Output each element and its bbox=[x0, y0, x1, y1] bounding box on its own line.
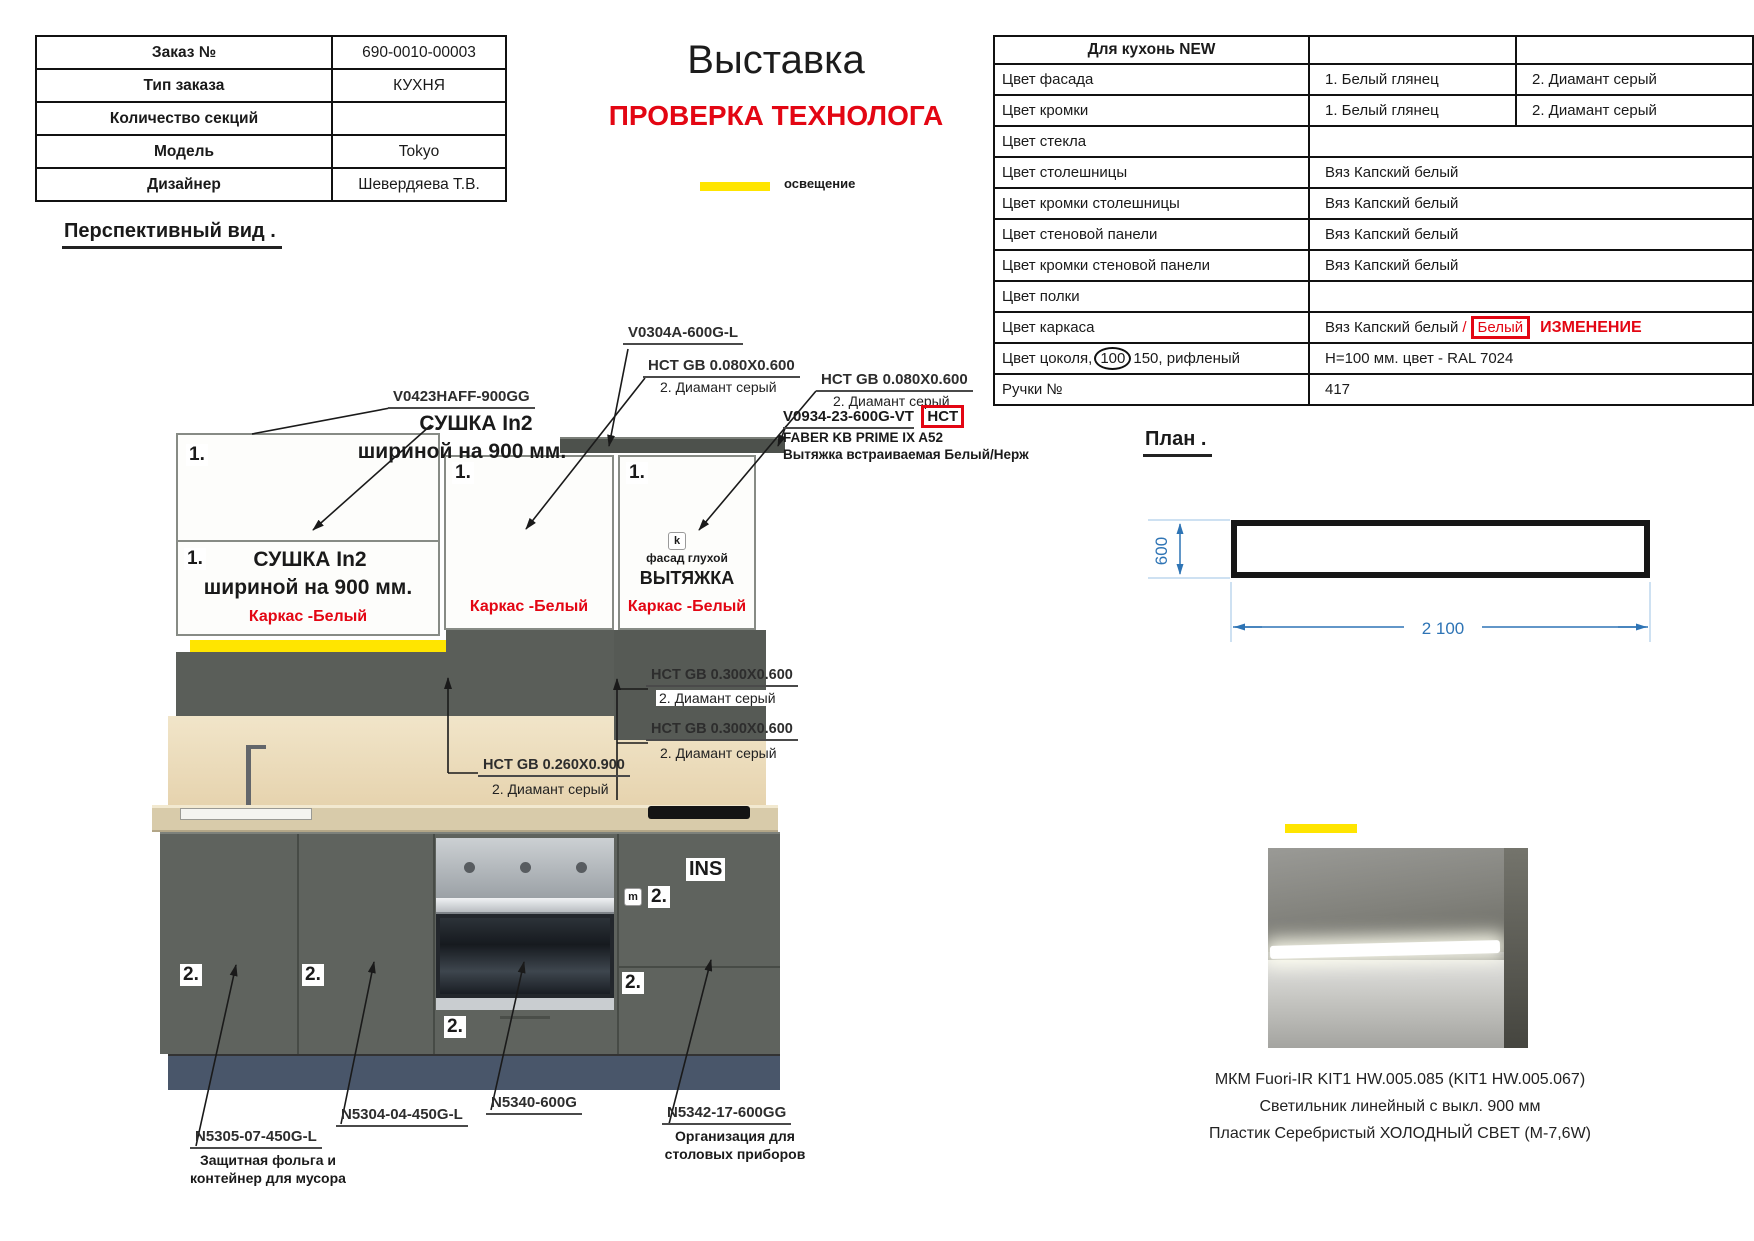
carcass-value-text: Вяз Капский белый bbox=[1325, 319, 1459, 336]
callout-hct-080-a: HCT GB 0.080X0.600 bbox=[643, 357, 800, 378]
order-value: КУХНЯ bbox=[332, 69, 506, 102]
kitchen-spec-table bbox=[993, 35, 1754, 406]
door-gap bbox=[617, 834, 619, 1054]
callout-hct-080-a-color: 2. Диамант серый bbox=[660, 379, 777, 395]
section-number: 1. bbox=[452, 462, 474, 484]
spec-value: Вяз Капский белый bbox=[1309, 188, 1753, 219]
drawer-handle bbox=[500, 1016, 550, 1019]
callout-v0934-code: V0934-23-600G-VT bbox=[783, 408, 914, 429]
order-label: Количество секций bbox=[36, 102, 332, 135]
table-row bbox=[994, 374, 1753, 405]
order-label: Заказ № bbox=[36, 36, 332, 69]
dim-2100: 2 100 bbox=[1421, 619, 1465, 638]
oven-handle bbox=[436, 898, 614, 914]
callout-n5340: N5340-600G bbox=[486, 1094, 582, 1115]
page-subtitle: ПРОВЕРКА ТЕХНОЛОГА bbox=[608, 100, 944, 131]
wall-panel-left bbox=[176, 652, 446, 716]
plinth-label-text: Цвет цоколя, bbox=[1002, 350, 1093, 367]
hct-red-box: HCT bbox=[921, 405, 964, 428]
section-number: 2. bbox=[622, 972, 644, 994]
spec-value: H=100 мм. цвет - RAL 7024 bbox=[1309, 343, 1753, 374]
callout-hct-300-1: HCT GB 0.300X0.600 bbox=[646, 667, 798, 687]
faucet-spout bbox=[246, 745, 266, 749]
top-rail-panel bbox=[560, 437, 785, 453]
spec-value: Вяз Капский белый bbox=[1309, 157, 1753, 188]
spec-label: Цвет полки bbox=[994, 281, 1309, 312]
spec-label: Цвет столешницы bbox=[994, 157, 1309, 188]
table-row bbox=[994, 157, 1753, 188]
oven-control-panel bbox=[436, 838, 614, 898]
section-number: 2. bbox=[180, 964, 202, 986]
spec-value: 2. Диамант серый bbox=[1516, 64, 1753, 95]
section-number: 1. bbox=[626, 462, 648, 484]
lighting-strip bbox=[190, 640, 446, 652]
table-row bbox=[994, 64, 1753, 95]
lamp-photo-cabinet bbox=[1268, 848, 1528, 952]
cabinet-divider bbox=[178, 540, 438, 542]
oven-knob bbox=[464, 862, 475, 873]
lamp-caption-line2: Светильник линейный с выкл. 900 мм bbox=[1259, 1098, 1541, 1115]
m-badge: m bbox=[624, 888, 642, 906]
door-gap bbox=[297, 834, 299, 1054]
table-row bbox=[36, 36, 506, 69]
order-label: Модель bbox=[36, 135, 332, 168]
order-value: 690-0010-00003 bbox=[332, 36, 506, 69]
table-row bbox=[994, 95, 1753, 126]
wall-panel-middle bbox=[446, 630, 614, 716]
table-row bbox=[994, 281, 1753, 312]
spec-label: Цвет кромки столешницы bbox=[994, 188, 1309, 219]
spec-value: 417 bbox=[1309, 374, 1753, 405]
callout-hct-260-color: 2. Диамант серый bbox=[492, 781, 609, 797]
ins-label: INS bbox=[686, 858, 725, 881]
oven-bottom-trim bbox=[436, 998, 614, 1010]
carcass-white-label: Каркас -Белый bbox=[627, 598, 747, 615]
callout-v0934 bbox=[783, 408, 964, 426]
section-number: 1. bbox=[186, 444, 208, 466]
callout-n5342: N5342-17-600GG bbox=[662, 1104, 791, 1125]
callout-n5305: N5305-07-450G-L bbox=[190, 1128, 322, 1149]
callout-n5342-desc1: Организация для bbox=[675, 1128, 795, 1144]
spec-label: Цвет стеновой панели bbox=[994, 219, 1309, 250]
table-row bbox=[36, 135, 506, 168]
section-number: 1. bbox=[184, 548, 206, 570]
carcass-white-label: Каркас -Белый bbox=[469, 598, 589, 615]
plan-heading: План . bbox=[1143, 428, 1212, 457]
lamp-photo bbox=[1268, 848, 1528, 1048]
plinth bbox=[168, 1054, 780, 1090]
lamp-caption-line1: МКМ Fuori-IR KIT1 HW.005.085 (KIT1 HW.005.067) bbox=[1214, 1071, 1586, 1088]
table-row bbox=[994, 250, 1753, 281]
oven-knob bbox=[520, 862, 531, 873]
sushka-label-line1: СУШКА In2 bbox=[253, 548, 367, 571]
leader-line bbox=[609, 349, 628, 446]
table-row bbox=[36, 69, 506, 102]
order-label: Дизайнер bbox=[36, 168, 332, 201]
spec-value bbox=[1309, 281, 1753, 312]
callout-n5305-desc1: Защитная фольга и bbox=[199, 1152, 336, 1168]
callout-hct-300-2-color: 2. Диамант серый bbox=[660, 745, 777, 761]
door-gap bbox=[433, 834, 435, 1054]
spec-header-empty bbox=[1516, 36, 1753, 64]
spec-label: Цвет кромки bbox=[994, 95, 1309, 126]
callout-hct-260: HCT GB 0.260X0.900 bbox=[478, 757, 630, 777]
page-title: Выставка bbox=[687, 38, 865, 82]
table-row bbox=[36, 102, 506, 135]
callout-v0304a: V0304A-600G-L bbox=[623, 324, 743, 345]
oven-knob bbox=[576, 862, 587, 873]
change-note: ИЗМЕНЕНИЕ bbox=[1540, 319, 1642, 336]
drawer-gap bbox=[619, 966, 780, 968]
carcass-white-label: Каркас -Белый bbox=[248, 608, 368, 625]
callout-n5342-desc2: столовых приборов bbox=[664, 1146, 806, 1162]
order-value: Шевердяева Т.В. bbox=[332, 168, 506, 201]
spec-label: Цвет стекла bbox=[994, 126, 1309, 157]
table-row bbox=[994, 312, 1753, 343]
callout-n5304: N5304-04-450G-L bbox=[336, 1106, 468, 1127]
callout-hct-300-2: HCT GB 0.300X0.600 bbox=[646, 721, 798, 741]
order-label: Тип заказа bbox=[36, 69, 332, 102]
plinth-label-text: 150, рифленый bbox=[1133, 350, 1241, 367]
table-row bbox=[994, 36, 1753, 64]
faucet bbox=[246, 745, 251, 807]
cooktop bbox=[648, 806, 750, 819]
spec-label: Ручки № bbox=[994, 374, 1309, 405]
spec-value: Вяз Капский белый bbox=[1309, 250, 1753, 281]
spec-table-title: Для кухонь NEW bbox=[994, 36, 1309, 64]
hood-label: ВЫТЯЖКА bbox=[639, 568, 735, 588]
lamp-photo-side bbox=[1504, 848, 1528, 1048]
oven-door-glass bbox=[436, 914, 614, 998]
section-number: 2. bbox=[444, 1016, 466, 1038]
leader-line bbox=[252, 408, 390, 434]
spec-value: Вяз Капский белый bbox=[1309, 219, 1753, 250]
callout-hct-080-b-color: 2. Диамант серый bbox=[833, 393, 950, 409]
spec-label: Цвет каркаса bbox=[994, 312, 1309, 343]
spec-value: 1. Белый глянец bbox=[1309, 64, 1516, 95]
callout-v0423: V0423HAFF-900GG bbox=[388, 388, 535, 409]
spec-value-carcass bbox=[1309, 312, 1753, 343]
circled-100: 100 bbox=[1094, 347, 1131, 370]
red-slash: / bbox=[1462, 319, 1467, 336]
order-value: Tokyo bbox=[332, 135, 506, 168]
spec-label: Цвет фасада bbox=[994, 64, 1309, 95]
spec-value bbox=[1309, 126, 1753, 157]
callout-sushka-line1: СУШКА In2 bbox=[419, 412, 533, 435]
blind-facade-label: фасад глухой bbox=[646, 551, 728, 565]
lighting-mark bbox=[1285, 824, 1357, 833]
callout-hct-080-b: HCT GB 0.080X0.600 bbox=[816, 371, 973, 392]
changed-value-box: Белый bbox=[1471, 316, 1531, 339]
table-row bbox=[994, 126, 1753, 157]
perspective-heading: Перспективный вид . bbox=[62, 220, 282, 249]
oven bbox=[436, 838, 614, 1010]
lamp-photo-wall bbox=[1268, 958, 1528, 1048]
lamp-caption bbox=[1155, 1066, 1645, 1147]
lamp-caption-line3: Пластик Серебристый ХОЛОДНЫЙ СВЕТ (M-7,6W) bbox=[1209, 1125, 1591, 1142]
spec-label-plinth bbox=[994, 343, 1309, 374]
section-number: 2. bbox=[648, 886, 670, 908]
lighting-legend-label: освещение bbox=[784, 176, 856, 191]
table-row bbox=[994, 188, 1753, 219]
spec-header-empty bbox=[1309, 36, 1516, 64]
dim-600: 600 bbox=[1152, 536, 1171, 566]
lighting-legend-swatch bbox=[700, 182, 770, 191]
spec-value: 2. Диамант серый bbox=[1516, 95, 1753, 126]
order-value bbox=[332, 102, 506, 135]
callout-n5305-desc2: контейнер для мусора bbox=[190, 1170, 346, 1186]
callout-hood-desc: Вытяжка встраиваемая Белый/Нерж bbox=[783, 447, 1029, 462]
table-row bbox=[994, 343, 1753, 374]
sushka-label-line2: шириной на 900 мм. bbox=[203, 576, 413, 599]
spec-label: Цвет кромки стеновой панели bbox=[994, 250, 1309, 281]
plan-rectangle bbox=[1231, 520, 1650, 578]
sink bbox=[180, 808, 312, 820]
k-badge: k bbox=[668, 532, 686, 550]
order-info-table bbox=[35, 35, 507, 202]
spec-value: 1. Белый глянец bbox=[1309, 95, 1516, 126]
table-row bbox=[36, 168, 506, 201]
table-row bbox=[994, 219, 1753, 250]
section-number: 2. bbox=[302, 964, 324, 986]
callout-sushka-line2: шириной на 900 мм. bbox=[357, 440, 567, 463]
callout-faber: FABER KB PRIME IX A52 bbox=[783, 430, 944, 445]
callout-hct-300-1-color: 2. Диамант серый bbox=[656, 690, 779, 706]
